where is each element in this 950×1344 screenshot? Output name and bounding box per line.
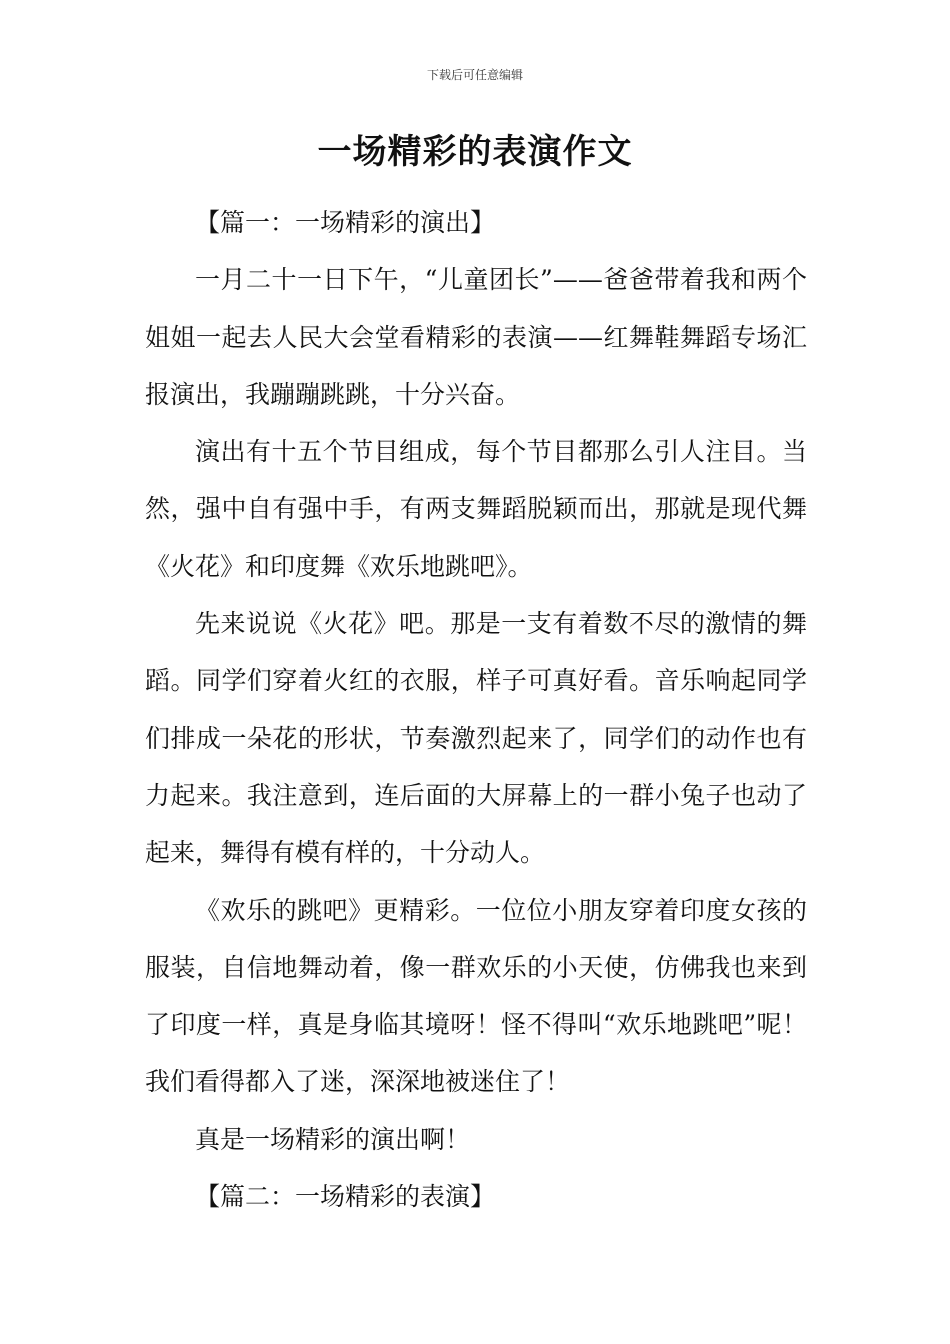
paragraph-1: 一月二十一日下午，“儿童团长”——爸爸带着我和两个姐姐一起去人民大会堂看精彩的表演——红舞鞋舞蹈专场汇报演出，我蹦蹦跳跳，十分兴奋。 — [145, 265, 807, 409]
document-body — [145, 194, 807, 1225]
paragraph-2: 演出有十五个节目组成，每个节目都那么引人注目。当然，强中自有强中手，有两支舞蹈脱颖而出，那就是现代舞《火花》和印度舞《欢乐地跳吧》。 — [145, 437, 807, 581]
paragraph-4: 《欢乐的跳吧》更精彩。一位位小朋友穿着印度女孩的服装，自信地舞动着，像一群欢乐的小天使，仿佛我也来到了印度一样，真是身临其境呀！怪不得叫“欢乐地跳吧”呢！我们看得都入了迷，深深地被迷住了！ — [145, 895, 807, 1097]
section-heading-1: 【篇一：一场精彩的演出】 — [195, 208, 496, 237]
document-title: 一场精彩的表演作文 — [317, 132, 633, 172]
paragraph-5: 真是一场精彩的演出啊！ — [195, 1124, 471, 1154]
section-heading-2: 【篇二：一场精彩的表演】 — [195, 1182, 496, 1212]
page-header-note: 下载后可任意编辑 — [426, 68, 523, 82]
paragraph-3: 先来说说《火花》吧。那是一支有着数不尽的激情的舞蹈。同学们穿着火红的衣服，样子可真好看。音乐响起同学们排成一朵花的形状，节奏激烈起来了，同学们的动作也有力起来。我注意到，连后面的大屏幕上的一群小兔子也动了起来，舞得有模有样的，十分动人。 — [145, 609, 807, 868]
